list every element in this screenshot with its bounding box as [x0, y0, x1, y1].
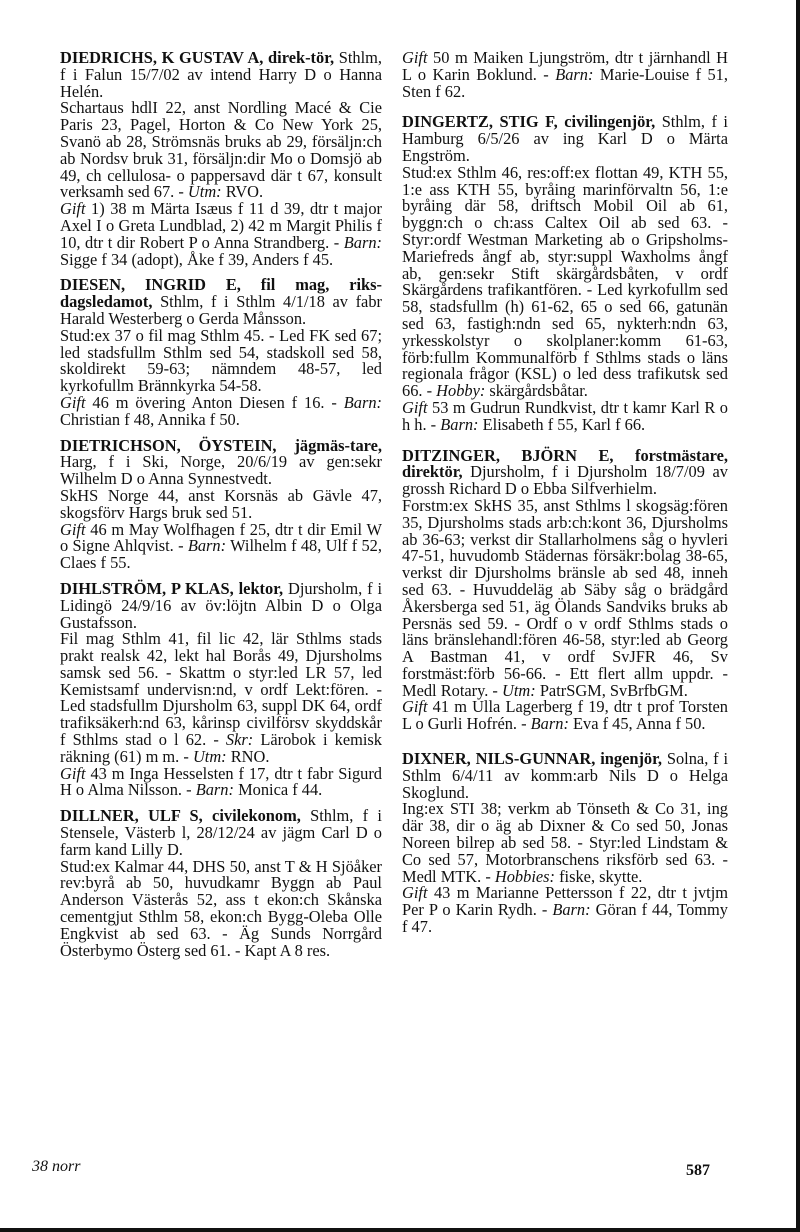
entry-intro: Djursholm, f i Lidingö 24/9/16 av öv:löjtn Albin D o Olga Gustafsson.: [60, 578, 383, 632]
entry-gift-label: Gift: [60, 519, 86, 539]
entry-extra-text: fiske, skytte.: [559, 866, 643, 886]
entry-barn-text: Marie-Louise f 51, Sten f 62.: [402, 64, 728, 101]
entry-gift-label: Gift: [60, 199, 86, 219]
entry-dihlstrom: [60, 578, 383, 800]
entry-barn-text: Sigge f 34 (adopt), Åke f 39, Anders f 45.: [60, 249, 334, 269]
entry-gift-label: Gift: [402, 397, 428, 417]
entry-family-paragraph: [402, 885, 728, 935]
entry-extra-text: Lärobok i kemisk räkning (61) m m. -: [60, 730, 382, 766]
entry-heading-paragraph: [60, 578, 383, 632]
entry-barn-label: Barn:: [530, 714, 569, 734]
entry-extra-label: Skr:: [225, 730, 254, 750]
entry-gift-text: 50 m Maiken Ljungström, dtr t järnhandl H L o Karin Boklund. -: [402, 48, 728, 84]
entry-name: DILLNER, ULF S, civilekonom,: [60, 806, 301, 826]
entry-extra-text: skärgårdsbåtar.: [489, 381, 588, 401]
entry-name: DIHLSTRÖM, P KLAS, lektor,: [60, 578, 284, 598]
entry-family-paragraph: [60, 519, 382, 573]
entry-gift-text: 46 m May Wolfhagen f 25, dtr t dir Emil W o Signe Ahlqvist. -: [60, 519, 382, 556]
entry-ditzinger: [402, 445, 728, 734]
entry-name: DIEDRICHS, K GUSTAV A, direk-tör,: [60, 48, 335, 67]
entry-barn-label: Barn:: [195, 780, 234, 800]
right-column: [402, 50, 728, 945]
entry-family-paragraph: [60, 201, 382, 268]
entry-dixner: [402, 751, 728, 936]
entry-heading-paragraph: [402, 114, 728, 164]
entry-name: DIESEN, INGRID E, fil mag, riks-dagsledamot,: [60, 275, 382, 312]
entry-name: DITZINGER, BJÖRN E, forstmästare, direktör,: [402, 445, 728, 482]
entry-barn-text: Göran f 44, Tommy f 47.: [402, 900, 728, 937]
entry-family-paragraph: [60, 763, 382, 800]
entry-barn-label: Barn:: [343, 232, 382, 252]
entry-family-paragraph: [402, 50, 728, 100]
entry-extra-label: Hobbies:: [494, 866, 555, 886]
entry-gift-label: Gift: [402, 48, 428, 67]
entry-extra2-label: Utm:: [192, 746, 227, 766]
entry-gift-text: 41 m Ulla Lagerberg f 19, dtr t prof Torsten L o Gurli Hofrén. -: [402, 697, 728, 734]
entry-career: Stud:ex Sthlm 46, res:off:ex flottan 49, KTH 55, 1:e ass KTH 55, byråing marinförvaltn 56, 1:e byråing där 58, driftsch Mobil Oil ab 61, byggn:ch o ch:ass Caltex Oil ab sed 63. - Styr:ordf Westman Marketing ab o Gripsholms-Mariefreds ångf ab, styr:suppl Waxholms ångf ab, gen:sekr Stift skärgårdsbåten, v ordf Skärgårdens trafikantfören. - Led kyrkofullm sed 58, stadsfullm (h) 61-62, 65 o sed 66, gatunän sed 63, fastigh:ndn sed 65, nykterh:ndn 63, yrkesskolstyr o skolplaner:komm 61-63, förb:fullm Kommunalförb f Sthlms stads o läns regionala frågor (KSL) o led dess trafikutsk sed 66. -: [402, 162, 728, 401]
entry-name: DINGERTZ, STIG F, civilingenjör,: [402, 112, 656, 132]
page-footer-section: 38 norr: [32, 1158, 81, 1175]
entry-intro: Sthlm, f i Falun 15/7/02 av intend Harry D o Hanna Helén.: [60, 48, 382, 101]
entry-extra-text: RVO.: [225, 182, 264, 202]
entry-intro: Sthlm, f i Stensele, Västerb l, 28/12/24 av jägm Carl D o farm kand Lilly D.: [60, 806, 382, 859]
page-edge-right: [796, 0, 800, 1232]
entry-barn-text: Monica f 44.: [238, 780, 323, 800]
entry-career-paragraph: [60, 485, 382, 522]
entry-career-paragraph: [60, 856, 382, 960]
entry-gift-label: Gift: [60, 392, 86, 412]
entry-heading-paragraph: [60, 50, 382, 100]
entry-career: Stud:ex Kalmar 44, DHS 50, anst T & H Sjöåker rev:byrå ab 50, huvudkamr Byggn ab Paul Anderson Västerås 52, ass t ekon:ch Skånska cementgjut Sthlm 58, ekon:ch Bygg-Oleba Olle Engkvist ab sed 63. - Äg Sunds Norrgård Österbymo Österg sed 61. - Kapt A 8 res.: [60, 856, 382, 960]
entry-extra2-text: RNO.: [230, 746, 270, 766]
entry-heading-paragraph: [402, 751, 728, 801]
entry-career-paragraph: [402, 495, 728, 700]
page-edge-bottom: [0, 1228, 800, 1232]
entry-family-paragraph: [402, 397, 728, 434]
entry-heading-paragraph: [60, 808, 382, 858]
entry-gift-text: 43 m Marianne Pettersson f 22, dtr t jvtjm Per P o Karin Rydh. -: [402, 883, 728, 920]
entry-career: SkHS Norge 44, anst Korsnäs ab Gävle 47, skogsförv Hargs bruk sed 51.: [60, 485, 382, 522]
entry-dietrichson: [60, 435, 382, 573]
entry-career-paragraph: [60, 325, 382, 396]
entry-gift-text: 46 m övering Anton Diesen f 16. -: [92, 392, 337, 412]
left-column: [60, 50, 382, 968]
entry-extra-text: PatrSGM, SvBrfbGM.: [539, 680, 688, 700]
entry-diesen: [60, 277, 382, 428]
entry-barn-text: Christian f 48, Annika f 50.: [60, 409, 240, 429]
entry-career: Schartaus hdlI 22, anst Nordling Macé & Cie Paris 23, Pagel, Horton & Co New York 25, Svanö ab 28, Strömsnäs bruks ab 29, försäljn:ch ab Nordsv bruk 31, försäljn:dir Mo o Domsjö ab 49, ch cellulosa- o pappersavd där t 67, konsult verksamh sed 67. -: [60, 98, 382, 202]
entry-dillner: [60, 808, 382, 959]
entry-intro: Solna, f i Sthlm 6/4/11 av komm:arb Nils D o Helga Skoglund.: [402, 749, 729, 802]
entry-barn-text: Wilhelm f 48, Ulf f 52, Claes f 55.: [60, 536, 382, 573]
entry-extra-label: Utm:: [502, 680, 536, 700]
entry-name: DIETRICHSON, ÖYSTEIN, jägmäs-tare,: [60, 435, 382, 455]
entry-barn-label: Barn:: [440, 414, 479, 434]
page-number: 587: [686, 1162, 710, 1179]
entry-gift-label: Gift: [402, 697, 428, 717]
entry-extra-label: Hobby:: [436, 381, 486, 401]
entry-name: DIXNER, NILS-GUNNAR, ingenjör,: [402, 749, 662, 769]
entry-barn-label: Barn:: [187, 536, 227, 556]
entry-barn-label: Barn:: [555, 64, 594, 84]
entry-gift-text: 43 m Inga Hesselsten f 17, dtr t fabr Sigurd H o Alma Nilsson. -: [60, 763, 382, 800]
entry-gift-label: Gift: [60, 763, 86, 783]
entry-intro: Harg, f i Ski, Norge, 20/6/19 av gen:sekr Wilhelm D o Anna Synnestvedt.: [60, 452, 382, 489]
entry-intro: Djursholm, f i Djursholm 18/7/09 av grossh Richard D o Ebba Silfverhielm.: [402, 462, 728, 499]
entry-extra-label: Utm:: [187, 182, 222, 202]
entry-family-paragraph: [402, 699, 728, 733]
entry-career-paragraph: [402, 162, 728, 401]
entry-career-paragraph: [402, 801, 728, 885]
entry-intro: Sthlm, f i Hamburg 6/5/26 av ing Karl D o Märta Engström.: [402, 112, 728, 165]
entry-career: Fil mag Sthlm 41, fil lic 42, lär Sthlms stads prakt realsk 42, lekt hal Borås 49, Djursholms samsk sed 56. - Skattm o styr:led LR 57, led Kemistsamf undervisn:nd, v ordf Lekt:fören. - Led stadsfullm Djursholm 63, suppl DK 64, ordf trafiksäkerh:nd 63, kårinsp civilförsv skyddskår f Sthlms stad o l 62. -: [60, 629, 382, 750]
entry-barn-label: Barn:: [343, 392, 382, 412]
entry-barn-label: Barn:: [552, 900, 591, 920]
entry-heading-paragraph: [60, 435, 382, 489]
entry-dillner-continued: [402, 50, 728, 100]
entry-diedrichs: [60, 50, 382, 268]
entry-career: Forstm:ex SkHS 35, anst Sthlms l skogsäg:fören 35, Djursholms stads arb:ch:kont 36, Djursholms ab 36-63; verkst dir Stallarholmens såg o hyvleri 47-51, huvudomb Städernas försäkr:bolag 38-65, verkst dir Djursholms bränsle ab sed 48, inneh sed 63. - Huvuddeläg ab Säby såg o brädgård Åkersberga sed 51, äg Ölands Sandviks bruks ab Persnäs sed 59. - Ordf o v ordf Sthlms stads o läns bränslehandl:fören 46-58, styr:led ab Georg A Bastman 41, v ordf SvJFR 46, Sv forstmäst:förb 56-66. - Ett flert allm uppdr. - Medl Rotary. -: [402, 495, 728, 700]
entry-gift-text: 1) 38 m Märta Isæus f 11 d 39, dtr t major Axel I o Greta Lundblad, 2) 42 m Margit Philis f 10, dtr t dir Robert P o Anna Strandberg. -: [60, 199, 382, 252]
entry-heading-paragraph: [60, 277, 382, 327]
entry-career-paragraph: [60, 631, 382, 765]
entry-career: Ing:ex STI 38; verkm ab Tönseth & Co 31, ing där 38, dir o äg ab Dixner & Co sed 50, Jonas Noreen bilrep ab sed 58. - Styr:led Lindstam & Co sed 57, Motorbranschens riksförb sed 63. - Medl MTK. -: [402, 799, 728, 886]
entry-gift-label: Gift: [402, 883, 428, 903]
entry-career-paragraph: [60, 100, 382, 201]
entry-barn-text: Elisabeth f 55, Karl f 66.: [482, 414, 646, 434]
entry-dingertz: [402, 114, 728, 433]
entry-heading-paragraph: [402, 445, 728, 499]
entry-gift-text: 53 m Gudrun Rundkvist, dtr t kamr Karl R o h h. -: [402, 397, 728, 434]
entry-barn-text: Eva f 45, Anna f 50.: [573, 714, 706, 734]
entry-career: Stud:ex 37 o fil mag Sthlm 45. - Led FK sed 67; led stadsfullm Sthlm sed 54, stadskoll sed 58, skoldirekt 59-63; nämndem 48-57, led kyrkofullm Brännkyrka 54-58.: [60, 325, 382, 396]
entry-intro: Sthlm, f i Sthlm 4/1/18 av fabr Harald Westerberg o Gerda Månsson.: [60, 292, 382, 328]
entry-family-paragraph: [60, 392, 382, 429]
